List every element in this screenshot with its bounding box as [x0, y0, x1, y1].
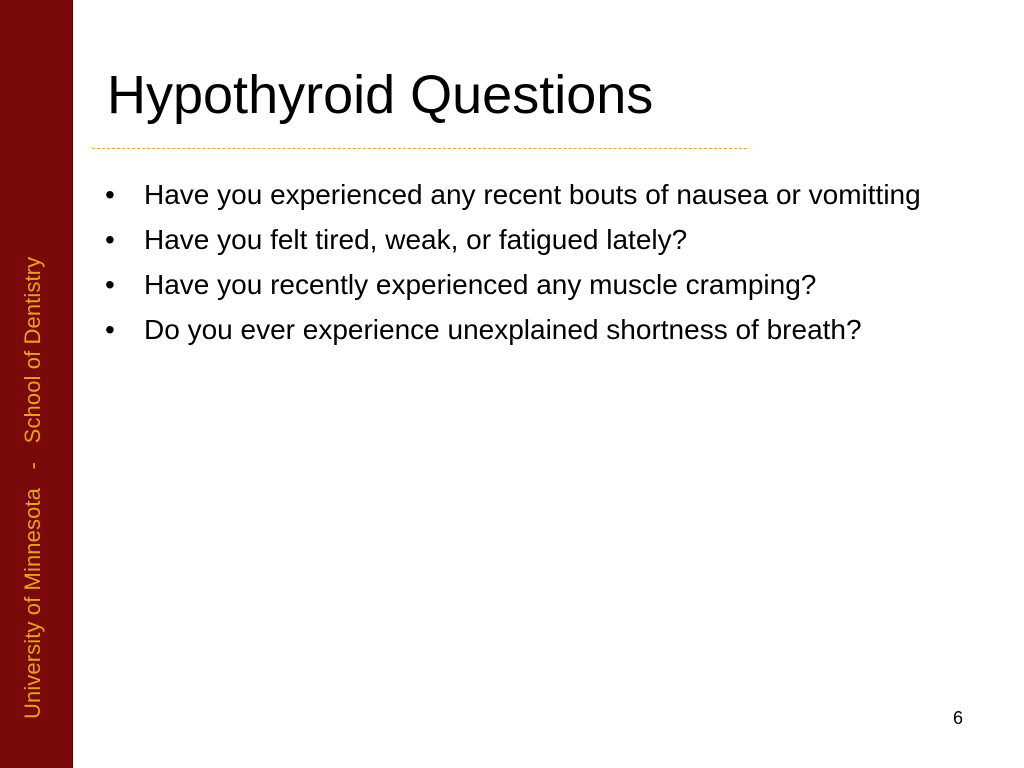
- bullet-item: [105, 267, 985, 303]
- sidebar-label: [22, 257, 44, 719]
- title-divider: [92, 148, 747, 149]
- bullet-dot-icon: •: [105, 179, 115, 210]
- sidebar-school: School of Dentistry: [20, 256, 45, 444]
- sidebar-university: University of Minnesota: [20, 488, 45, 719]
- bullet-text: Have you experienced any recent bouts of nausea or vomitting: [144, 179, 921, 210]
- bullet-item: [105, 312, 985, 348]
- bullet-dot-icon: •: [105, 269, 115, 300]
- bullet-item: [105, 177, 985, 213]
- bullet-item: [105, 222, 985, 258]
- sidebar-separator: -: [20, 461, 45, 470]
- bullet-text: Do you ever experience unexplained shortness of breath?: [144, 314, 862, 345]
- slide-title: Hypothyroid Questions: [107, 65, 654, 125]
- bullet-text: Have you felt tired, weak, or fatigued lately?: [144, 224, 688, 255]
- bullet-text: Have you recently experienced any muscle cramping?: [144, 269, 817, 300]
- sidebar-edge: [72, 0, 73, 768]
- bullet-list: [105, 177, 985, 357]
- page-number: 6: [952, 708, 963, 728]
- bullet-dot-icon: •: [105, 314, 115, 345]
- bullet-dot-icon: •: [105, 224, 115, 255]
